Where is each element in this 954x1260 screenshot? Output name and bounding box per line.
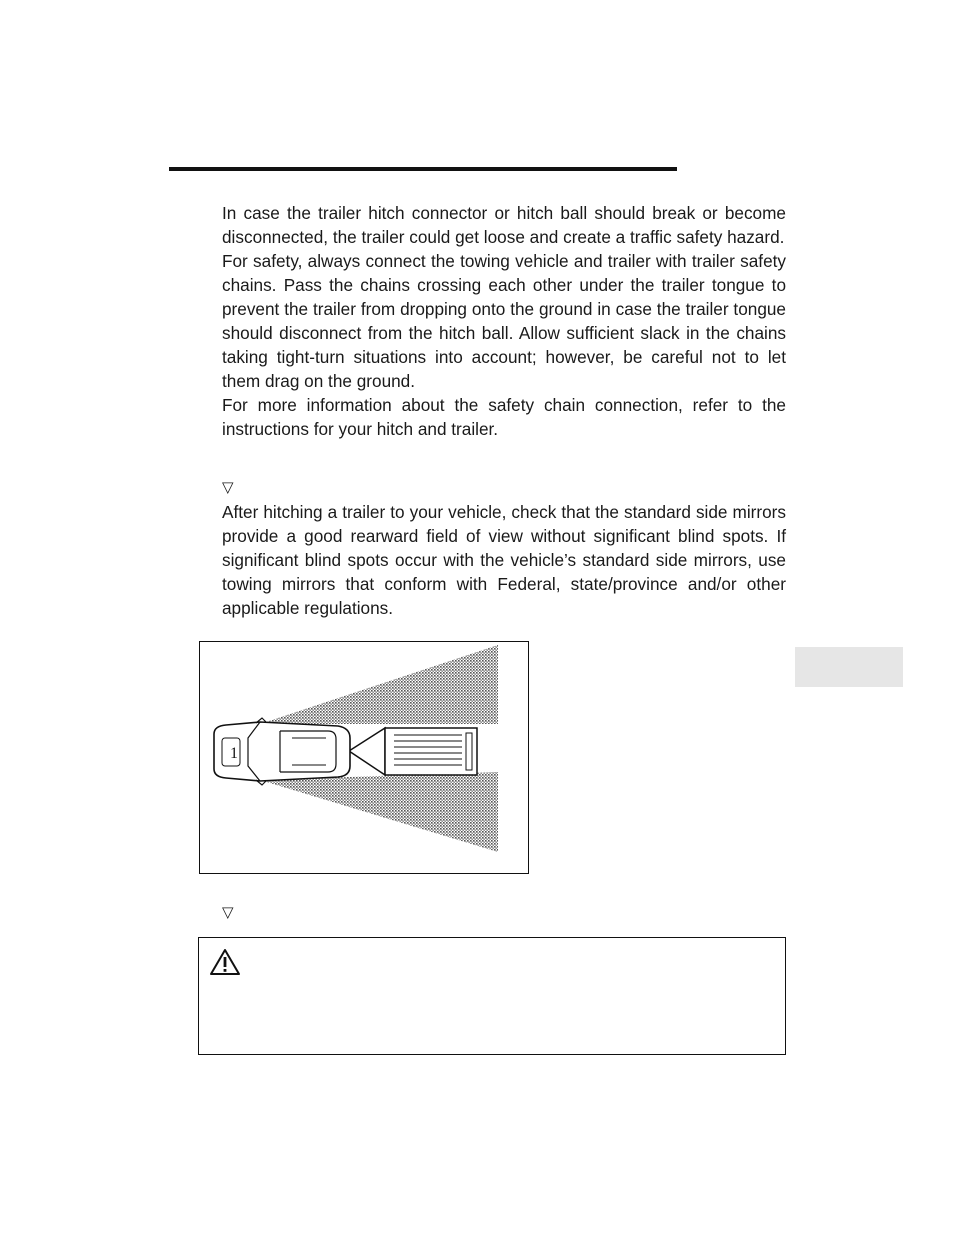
car-icon: [214, 718, 350, 785]
lower-field-of-view: [260, 772, 498, 852]
paragraph-hitch-break: In case the trailer hitch connector or hitch ball should break or become disconnected, the trailer could get loose and create a traffic safety hazard.: [222, 203, 786, 247]
paragraph-mirrors: After hitching a trailer to your vehicle, check that the standard side mirrors provide a good rearward field of view without significant blind spots. If significant blind spots occur with the vehicle’s standard side mirrors, use towing mirrors that conform with Federal, state/province and/or other applicable regulations.: [222, 502, 786, 618]
chapter-tab: [795, 647, 903, 687]
section-heading-rule: [169, 167, 677, 171]
rearward-view-illustration: [200, 642, 528, 873]
safety-chain-text: [222, 201, 786, 441]
upper-field-of-view: [260, 645, 498, 724]
vehicle-label: 1: [230, 745, 238, 762]
paragraph-more-info: For more information about the safety chain connection, refer to the instructions for your hitch and trailer.: [222, 395, 786, 439]
mirrors-text: [222, 500, 786, 620]
warning-box: [198, 937, 786, 1055]
trailer-icon: [349, 728, 477, 775]
paragraph-safety-chains: For safety, always connect the towing vehicle and trailer with trailer safety chains. Pass the chains crossing each other under the trailer tongue to prevent the trailer from dropping onto the ground in case the trailer tongue should disconnect from the hitch ball. Allow sufficient slack in the chains taking tight-turn situations into account; however, be careful not to let them drag on the ground.: [222, 251, 786, 391]
mirror-view-figure: [199, 641, 529, 874]
warning-triangle-icon: [209, 948, 241, 976]
triangle-down-icon: ▽: [222, 904, 234, 921]
triangle-down-icon: ▽: [222, 479, 234, 496]
